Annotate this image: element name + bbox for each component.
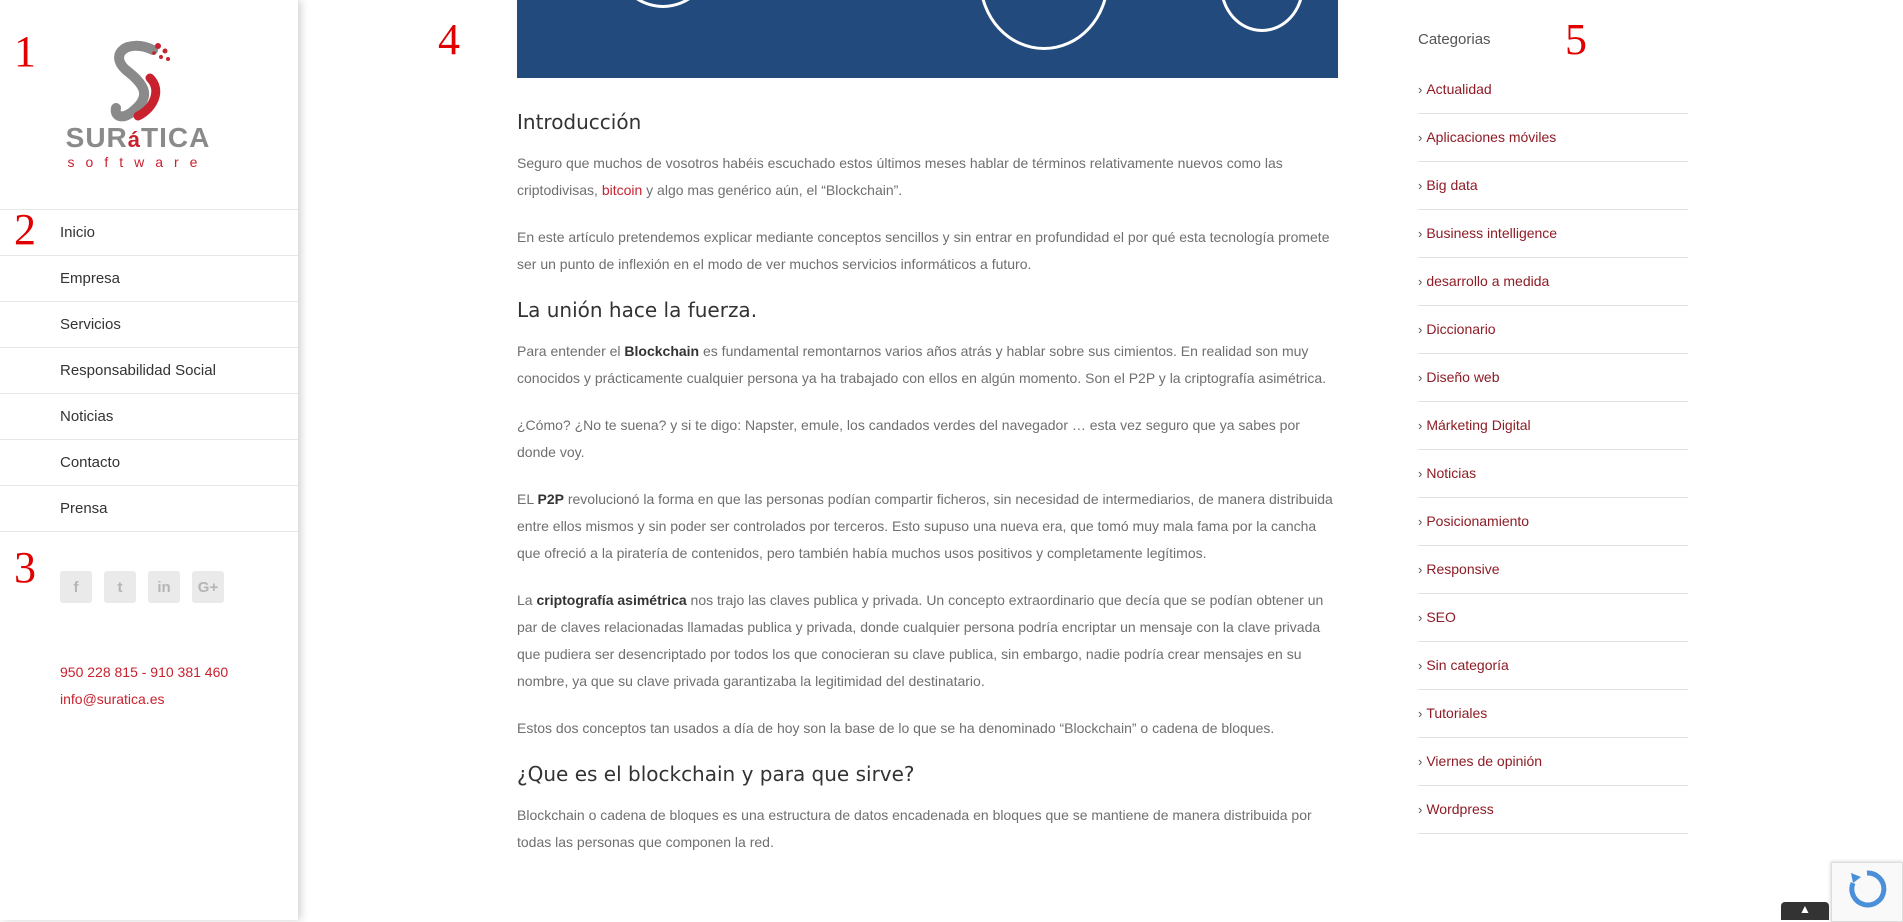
annotation-4: 4 bbox=[438, 15, 460, 64]
paragraph: En este artículo pretendemos explicar mediante conceptos sencillos y sin entrar en profundidad el por qué esta tecnología promete ser un punto de inflexión en el modo de ver muchos servicios informáticos a futuro. bbox=[517, 229, 1330, 272]
suratica-logo[interactable] bbox=[58, 36, 218, 176]
categories-title: Categorias bbox=[1418, 31, 1491, 48]
category-link[interactable] bbox=[1418, 66, 1688, 114]
nav-item-servicios[interactable]: Servicios bbox=[0, 302, 298, 348]
category-label: Noticias bbox=[1426, 465, 1477, 481]
chevron-right-icon: › bbox=[1418, 274, 1423, 289]
category-label: desarrollo a medida bbox=[1426, 273, 1550, 289]
category-link[interactable] bbox=[1418, 690, 1688, 738]
category-link[interactable] bbox=[1418, 450, 1688, 498]
nav-item-empresa[interactable]: Empresa bbox=[0, 256, 298, 302]
category-link[interactable] bbox=[1418, 786, 1688, 834]
category-link[interactable] bbox=[1418, 594, 1688, 642]
main-nav bbox=[0, 209, 298, 532]
category-label: Tutoriales bbox=[1426, 705, 1488, 721]
chevron-right-icon: › bbox=[1418, 706, 1423, 721]
chevron-right-icon: › bbox=[1418, 418, 1423, 433]
paragraph: ¿Cómo? ¿No te suena? y si te digo: Napster, emule, los candados verdes del navegador … esta vez seguro que ya sabes por donde voy. bbox=[517, 417, 1300, 460]
category-label: Actualidad bbox=[1426, 81, 1492, 97]
paragraph: Blockchain o cadena de bloques es una estructura de datos encadenada en bloques que se mantiene de manera distribuida por todas las personas que componen la red. bbox=[517, 807, 1312, 850]
logo-wordmark: SURáTICA bbox=[65, 122, 211, 153]
chevron-right-icon: › bbox=[1418, 130, 1423, 145]
paragraph: La criptografía asimétrica nos trajo las claves publica y privada. Un concepto extraordinario que decía que se podían obtener un par de claves relacionadas llamadas publica y privada, donde cualquier persona podría encriptar un mensaje con la clave privada que pudiera ser desencriptado por todos los que conocieran su clave publica, sin embargo, nadie podría crear mensajes en su nombre, ya que su clave privada garantizaba la legitimidad del destinatario. bbox=[517, 592, 1324, 689]
paragraph: Seguro que muchos de vosotros habéis escuchado estos últimos meses hablar de términos relativamente nuevos como las criptodivisas, bitcoin y algo mas genérico aún, el “Blockchain”. bbox=[517, 155, 1283, 198]
bitcoin-link[interactable]: bitcoin bbox=[601, 182, 643, 198]
category-link[interactable] bbox=[1418, 114, 1688, 162]
annotation-2: 2 bbox=[14, 205, 36, 254]
chevron-right-icon: › bbox=[1418, 562, 1423, 577]
paragraph: EL P2P revolucionó la forma en que las personas podían compartir ficheros, sin necesidad de intermediarios, de manera distribuida entre ellos mismos y sin poder ser controlados por terceros. Esto supuso una nueva era, que tomó muy mala fama por la cancha que ofreció a la piratería de contenidos, pero también había muchos usos positivos y completamente legítimos. bbox=[517, 491, 1333, 561]
categories-widget bbox=[1418, 24, 1688, 834]
category-label: Aplicaciones móviles bbox=[1426, 129, 1557, 145]
category-label: SEO bbox=[1426, 609, 1456, 625]
category-label: Responsive bbox=[1426, 561, 1500, 577]
chevron-right-icon: › bbox=[1418, 658, 1423, 673]
category-label: Big data bbox=[1426, 177, 1478, 193]
article-banner-image bbox=[517, 0, 1338, 78]
chevron-right-icon: › bbox=[1418, 178, 1423, 193]
article-body bbox=[517, 100, 1340, 876]
category-label: Diseño web bbox=[1426, 369, 1500, 385]
linkedin-icon[interactable]: in bbox=[148, 571, 180, 603]
googleplus-icon[interactable]: G+ bbox=[192, 571, 224, 603]
heading-que-es-blockchain: ¿Que es el blockchain y para que sirve? bbox=[517, 762, 915, 786]
category-label: Posicionamiento bbox=[1426, 513, 1530, 529]
category-link[interactable] bbox=[1418, 162, 1688, 210]
chevron-right-icon: › bbox=[1418, 802, 1423, 817]
category-link[interactable] bbox=[1418, 306, 1688, 354]
tablet-icon bbox=[1220, 0, 1304, 32]
chevron-right-icon: › bbox=[1418, 514, 1423, 529]
category-link[interactable] bbox=[1418, 546, 1688, 594]
category-label: Sin categoría bbox=[1426, 657, 1509, 673]
laptop-icon bbox=[979, 0, 1109, 50]
annotation-3: 3 bbox=[14, 543, 36, 592]
scroll-to-top-button[interactable] bbox=[1781, 902, 1829, 920]
chevron-right-icon: › bbox=[1418, 322, 1423, 337]
category-link[interactable] bbox=[1418, 402, 1688, 450]
category-label: Márketing Digital bbox=[1426, 417, 1531, 433]
category-link[interactable] bbox=[1418, 738, 1688, 786]
nav-item-responsabilidad-social[interactable]: Responsabilidad Social bbox=[0, 348, 298, 394]
category-label: Business intelligence bbox=[1426, 225, 1558, 241]
nav-item-prensa[interactable]: Prensa bbox=[0, 486, 298, 532]
category-link[interactable] bbox=[1418, 210, 1688, 258]
recaptcha-icon bbox=[1847, 869, 1887, 909]
contact-email[interactable]: info@suratica.es bbox=[60, 691, 165, 707]
nav-item-contacto[interactable]: Contacto bbox=[0, 440, 298, 486]
category-label: Viernes de opinión bbox=[1426, 753, 1543, 769]
chevron-right-icon: › bbox=[1418, 82, 1423, 97]
paragraph: Estos dos conceptos tan usados a día de hoy son la base de lo que se ha denominado “Blockchain” o cadena de bloques. bbox=[517, 720, 1275, 736]
category-link[interactable] bbox=[1418, 354, 1688, 402]
heading-la-union: La unión hace la fuerza. bbox=[517, 298, 758, 322]
twitter-icon[interactable]: t bbox=[104, 571, 136, 603]
chevron-right-icon: › bbox=[1418, 754, 1423, 769]
category-label: Diccionario bbox=[1426, 321, 1496, 337]
logo-s-mark-icon bbox=[58, 36, 218, 126]
chevron-right-icon: › bbox=[1418, 370, 1423, 385]
heading-introduccion: Introducción bbox=[517, 110, 642, 134]
nav-item-noticias[interactable]: Noticias bbox=[0, 394, 298, 440]
category-link[interactable] bbox=[1418, 642, 1688, 690]
recaptcha-badge[interactable] bbox=[1831, 862, 1903, 922]
contact-info bbox=[60, 659, 228, 713]
category-link[interactable] bbox=[1418, 258, 1688, 306]
chevron-right-icon: › bbox=[1418, 466, 1423, 481]
logo-tagline: software bbox=[67, 154, 209, 170]
phone-numbers[interactable]: 950 228 815 - 910 381 460 bbox=[60, 664, 229, 680]
chevron-right-icon: › bbox=[1418, 226, 1423, 241]
chevron-right-icon: › bbox=[1418, 610, 1423, 625]
chevron-up-icon: ▲ bbox=[1799, 902, 1811, 916]
facebook-icon[interactable]: f bbox=[60, 571, 92, 603]
left-sidebar bbox=[0, 0, 298, 920]
category-link[interactable] bbox=[1418, 498, 1688, 546]
social-links bbox=[60, 571, 224, 603]
banner-circle-icon bbox=[614, 0, 712, 8]
category-label: Wordpress bbox=[1426, 801, 1494, 817]
categories-list bbox=[1418, 66, 1688, 834]
annotation-1: 1 bbox=[14, 27, 36, 76]
annotation-5: 5 bbox=[1565, 15, 1587, 64]
paragraph: Para entender el Blockchain es fundamental remontarnos varios años atrás y hablar sobre sus cimientos. En realidad son muy conocidos y prácticamente cualquier persona ya ha trabajado con ellos en algún momento. Son el P2P y la criptografía asimétrica. bbox=[517, 343, 1327, 386]
nav-item-inicio[interactable]: Inicio bbox=[0, 210, 298, 256]
